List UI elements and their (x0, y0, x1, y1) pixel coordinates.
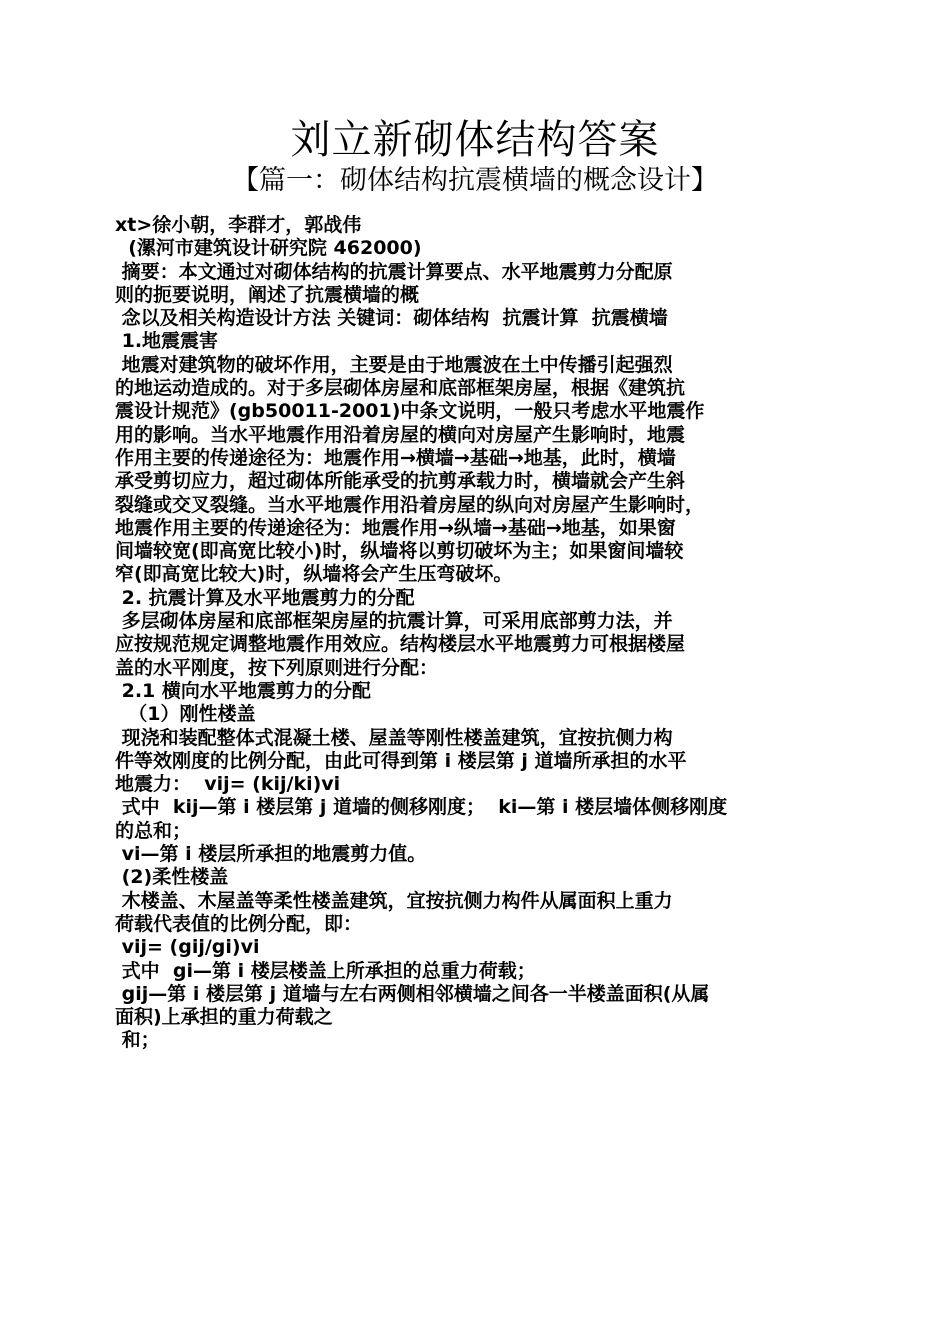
text-line: (2)柔性楼盖 (115, 866, 229, 889)
text-line: 多层砌体房屋和底部框架房屋的抗震计算，可采用底部剪力法，并 (115, 610, 673, 633)
text-line: gij—第 i 楼层第 j 道墙与左右两侧相邻横墙之间各一半楼盖面积(从属 (115, 982, 710, 1005)
text-line: (漯河市建筑设计研究院 462000) (115, 237, 422, 260)
text-line: 1.地震震害 (115, 330, 219, 353)
text-line: 应按规范规定调整地震作用效应。结构楼层水平地震剪力可根据楼屋 (115, 633, 686, 656)
text-line: 荷载代表值的比例分配，即： (115, 912, 363, 935)
text-line: 2.1 横向水平地震剪力的分配 (115, 679, 371, 702)
text-line: 则的扼要说明，阐述了抗震横墙的概 (115, 283, 420, 306)
text-line: 裂缝或交叉裂缝。当水平地震作用沿着房屋的纵向对房屋产生影响时， (115, 493, 705, 516)
text-line: 木楼盖、木屋盖等柔性楼盖建筑，宜按抗侧力构件从属面积上重力 (115, 889, 673, 912)
text-line: 式中 gi—第 i 楼层楼盖上所承担的总重力荷载； (115, 959, 536, 982)
text-line: 作用主要的传递途径为：地震作用→横墙→基础→地基，此时，横墙 (115, 446, 676, 469)
text-line: vi—第 i 楼层所承担的地震剪力值。 (115, 843, 427, 866)
text-line: 用的影响。当水平地震作用沿着房屋的横向对房屋产生影响时，地震 (115, 423, 686, 446)
text-line: 和； (115, 1029, 160, 1052)
text-line: 现浇和装配整体式混凝土楼、屋盖等刚性楼盖建筑，宜按抗侧力构 (115, 726, 673, 749)
text-line: 面积)上承担的重力荷载之 (115, 1006, 333, 1029)
text-line: 式中 kij—第 i 楼层第 j 道墙的侧移刚度； ki—第 i 楼层墙体侧移刚度 (115, 796, 728, 819)
text-line: 窄(即高宽比较大)时，纵墙将会产生压弯破坏。 (115, 563, 513, 586)
text-line: 摘要：本文通过对砌体结构的抗震计算要点、水平地震剪力分配原 (115, 260, 673, 283)
text-line: 地震力： vij= (kij/ki)vi (115, 773, 341, 796)
text-line: 的地运动造成的。对于多层砌体房屋和底部框架房屋，根据《建筑抗 (115, 377, 686, 400)
text-line: 件等效刚度的比例分配，由此可得到第 i 楼层第 j 道墙所承担的水平 (115, 749, 687, 772)
text-line: 地震对建筑物的破坏作用，主要是由于地震波在土中传播引起强烈 (115, 353, 673, 376)
text-line: 念以及相关构造设计方法 关键词：砌体结构 抗震计算 抗震横墙 (115, 307, 668, 330)
document-body (115, 214, 845, 1053)
text-line: 的总和； (115, 819, 192, 842)
text-line: vij= (gij/gi)vi (115, 936, 260, 959)
text-line: xt>徐小朝，李群才，郭战伟 (115, 214, 362, 236)
document-subtitle: 【篇一：砌体结构抗震横墙的概念设计】 (232, 165, 718, 196)
text-line: （1）刚性楼盖 (115, 703, 256, 726)
document-title: 刘立新砌体结构答案 (290, 117, 660, 163)
text-line: 承受剪切应力，超过砌体所能承受的抗剪承载力时，横墙就会产生斜 (115, 470, 686, 493)
text-line: 地震作用主要的传递途径为：地震作用→纵墙→基础→地基，如果窗 (115, 516, 676, 539)
text-line: 盖的水平刚度，按下列原则进行分配： (115, 656, 439, 679)
text-line: 震设计规范》(gb50011-2001)中条文说明，一般只考虑水平地震作 (115, 400, 705, 423)
text-line: 2. 抗震计算及水平地震剪力的分配 (115, 586, 415, 609)
text-line: 间墙较宽(即高宽比较小)时，纵墙将以剪切破坏为主；如果窗间墙较 (115, 540, 684, 563)
